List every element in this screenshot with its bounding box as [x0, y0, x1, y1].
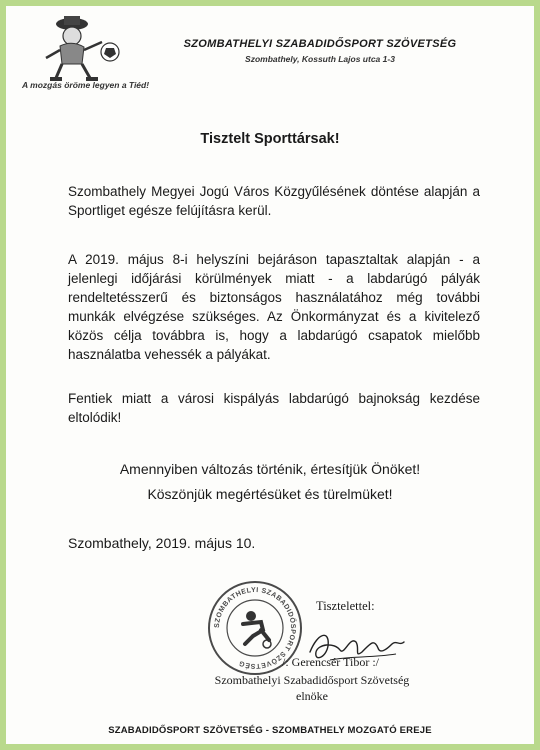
stamp-text: SZOMBATHELYI SZABADIDŐSPORT SZÖVETSÉG: [213, 586, 297, 670]
organization-address: Szombathely, Kossuth Lajos utca 1-3: [245, 54, 395, 64]
footer-slogan: SZABADIDŐSPORT SZÖVETSÉG - SZOMBATHELY MOZGATÓ EREJE: [108, 725, 432, 736]
signer-name: /: Gerencsér Tibor :/: [282, 655, 379, 669]
skater-mascot-icon: [34, 14, 126, 84]
salutation: Tisztelt Sporttársak!: [200, 131, 340, 147]
letter-date: Szombathely, 2019. május 10.: [68, 535, 256, 551]
organization-name: SZOMBATHELYI SZABADIDŐSPORT SZÖVETSÉG: [183, 38, 457, 50]
paragraph-1: Szombathely Megyei Jogú Város Közgyűlésének döntése alapján a Sportliget egésze felújításra kerül.: [68, 184, 480, 218]
signer-organization: Szombathelyi Szabadidősport Szövetség: [214, 673, 410, 687]
paragraph-2: A 2019. május 8-i helyszíni bejáráson tapasztaltak alapján - a jelenlegi időjárási körülmények miatt - a labdarúgó pályák rendeltetésszerű és biztonságos használatához még további munkák elvégzése szükséges. Az Önkormányzat és a kivitelező közös célja továbbra is, hogy a labdarúgó csapatok mielőbb használatba vehessék a pályákat.: [68, 252, 480, 362]
closing-line-1: Amennyiben változás történik, értesítjük Önöket!: [119, 461, 421, 477]
signer-role: elnöke: [296, 689, 328, 703]
paragraph-3: Fentiek miatt a városi kispályás labdarúgó bajnokság kezdése eltolódik!: [68, 391, 480, 425]
closing-line-2: Köszönjük megértésüket és türelmüket!: [147, 486, 393, 502]
regards: Tisztelettel:: [316, 599, 375, 613]
motto: A mozgás öröme legyen a Tiéd!: [22, 80, 150, 90]
